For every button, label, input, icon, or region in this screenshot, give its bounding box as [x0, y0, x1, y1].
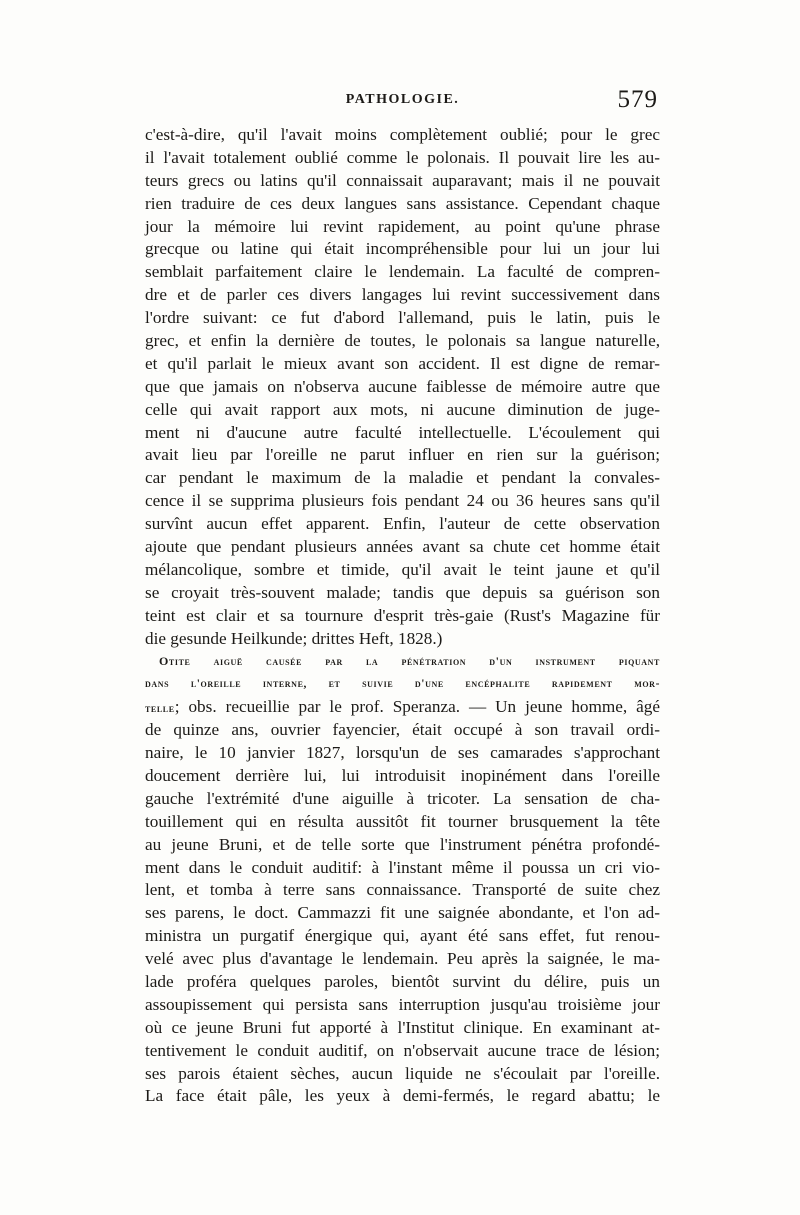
- text-line: c'est-à-dire, qu'il l'avait moins complètement oublié; pour le grec: [145, 125, 660, 144]
- text-line: au jeune Bruni, et de telle sorte que l'instrument pénétra profondé-: [145, 834, 660, 854]
- text-line: avait lieu par l'oreille ne parut influer en rien sur la guérison;: [145, 445, 660, 465]
- text-line: où ce jeune Bruni fut apporté à l'Institut clinique. En examinant at-: [145, 1017, 660, 1037]
- text-line: jour la mémoire lui revint rapidement, au point qu'une phrase: [145, 216, 660, 236]
- text-line: cence il se supprima plusieurs fois pendant 24 ou 36 heures sans qu'il: [145, 491, 660, 511]
- text-line: velé avec plus d'avantage le lendemain. Peu après la saignée, le ma-: [145, 949, 660, 969]
- text-line: touillement qui en résulta aussitôt fit tourner brusquement la tête: [145, 811, 660, 831]
- text-line: l'ordre suivant: ce fut d'abord l'allemand, puis le latin, puis le: [145, 308, 660, 328]
- text-line: ajoute que pendant plusieurs années avant sa chute cet homme était: [145, 537, 660, 557]
- text-line: rien traduire de ces deux langues sans assistance. Cependant chaque: [145, 193, 660, 213]
- text-line: ses parens, le doct. Cammazzi fit une saignée abondante, et l'on ad-: [145, 903, 660, 923]
- text-line: celle qui avait rapport aux mots, ni aucune diminution de juge-: [145, 399, 660, 419]
- text-line: La face était pâle, les yeux à demi-fermés, le regard abattu; le: [145, 1086, 660, 1106]
- text-line: que que jamais on n'observa aucune faiblesse de mémoire autre que: [145, 376, 660, 396]
- text-line: et qu'il parlait le mieux avant son accident. Il est digne de remar-: [145, 353, 660, 373]
- observation-intro: ; obs. recueillie par le prof. Speranza. — Un jeune homme, âgé: [174, 697, 660, 717]
- text-line: grecque ou latine qui était incompréhensible pour lui un jour lui: [145, 239, 660, 259]
- text-line: ses parois étaient sèches, aucun liquide ne s'écoulait par l'oreille.: [145, 1063, 660, 1083]
- page-number: 579: [617, 86, 658, 113]
- text-line: grec, et enfin la dernière de toutes, le polonais sa langue naturelle,: [145, 331, 660, 351]
- section-heading-tail: [145, 696, 660, 719]
- text-line: assoupissement qui persista sans interruption jusqu'au troisième jour: [145, 994, 660, 1014]
- running-title: PATHOLOGIE.: [345, 92, 460, 107]
- text-line: teurs grecs ou latins qu'il connaissait auparavant; mais il ne pouvait: [145, 170, 660, 190]
- text-line: naire, le 10 janvier 1827, lorsqu'un de ses camarades s'approchant: [145, 743, 660, 763]
- text-line: dre et de parler ces divers langages lui revint successivement dans: [145, 285, 660, 305]
- text-line: car pendant le maximum de la maladie et pendant la convales-: [145, 468, 660, 488]
- text-line: lade proféra quelques paroles, bientôt survint du délire, puis un: [145, 971, 660, 991]
- text-line: il l'avait totalement oublié comme le polonais. Il pouvait lire les au-: [145, 147, 660, 167]
- body-text: [145, 124, 660, 1108]
- text-line: de quinze ans, ouvrier fayencier, était occupé à son travail ordi-: [145, 720, 660, 740]
- text-line: gauche l'extrémité d'une aiguille à tricoter. La sensation de cha-: [145, 788, 660, 808]
- text-line: die gesunde Heilkunde; drittes Heft, 1828.): [145, 628, 443, 648]
- page-header: [145, 88, 660, 118]
- text-line: doucement derrière lui, lui introduisit inopinément dans l'oreille: [145, 765, 660, 785]
- text-line: ment dans le conduit auditif: à l'instant même il poussa un cri vio-: [145, 857, 660, 877]
- text-line: ment ni d'aucune autre faculté intellectuelle. L'écoulement qui: [145, 422, 660, 442]
- text-line: semblait parfaitement claire le lendemain. La faculté de compren-: [145, 262, 660, 282]
- text-line: mélancolique, sombre et timide, qu'il avait le teint jaune et qu'il: [145, 559, 660, 579]
- text-line: teint est clair et sa tournure d'esprit très-gaie (Rust's Magazine für: [145, 605, 660, 625]
- section-heading: Otite aiguë causée par la pénétration d'un instrument piquant: [159, 654, 660, 669]
- text-line: ministra un purgatif énergique qui, ayant été sans effet, fut renou-: [145, 926, 660, 946]
- text-line: survînt aucun effet apparent. Enfin, l'auteur de cette observation: [145, 514, 660, 534]
- section-heading-caps: telle: [145, 703, 175, 716]
- text-line: se croyait très-souvent malade; tandis que depuis sa guérison son: [145, 582, 660, 602]
- section-heading: dans l'oreille interne, et suivie d'une encéphalite rapidement mor-: [145, 678, 660, 691]
- text-line: tentivement le conduit auditif, on n'observait aucune trace de lésion;: [145, 1040, 660, 1060]
- text-line: lent, et tomba à terre sans connaissance. Transporté de suite chez: [145, 880, 660, 900]
